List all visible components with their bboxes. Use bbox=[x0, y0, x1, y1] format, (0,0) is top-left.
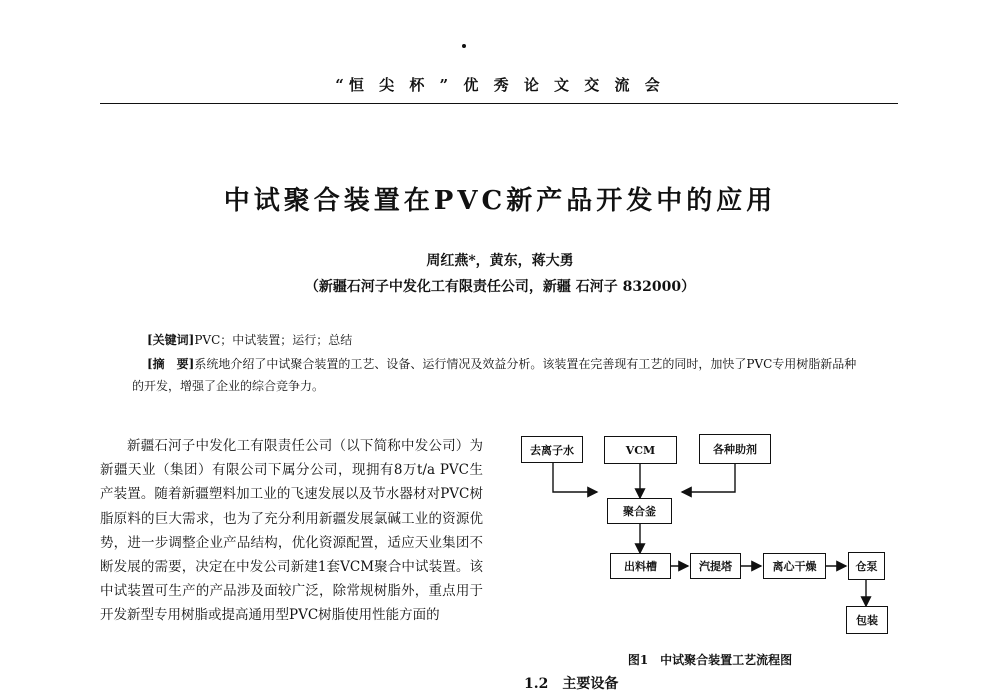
abstract-label: [摘 要] bbox=[147, 357, 195, 371]
section-heading: 1.2 主要设备 bbox=[524, 676, 619, 692]
running-header: “恒 尖 杯 ” 优 秀 论 文 交 流 会 bbox=[335, 76, 665, 94]
arrow-water-to-reactor bbox=[553, 462, 597, 492]
keywords-label: [关键词] bbox=[147, 333, 195, 347]
node-silo: 仓泵 bbox=[848, 552, 885, 580]
node-reactor: 聚合釜 bbox=[607, 498, 672, 524]
node-packaging: 包装 bbox=[846, 606, 888, 634]
abstract-text: 系统地介绍了中试聚合装置的工艺、设备、运行情况及效益分析。该装置在完善现有工艺的同时，加快了PVC专用树脂新品种的开发，增强了企业的综合竞争力。 bbox=[132, 357, 857, 393]
node-stripper: 汽提塔 bbox=[690, 553, 741, 579]
arrow-additives-to-reactor bbox=[682, 464, 735, 492]
figure-caption: 图1 中试聚合装置工艺流程图 bbox=[627, 653, 793, 667]
authors: 周红燕*，黄东，蒋大勇 bbox=[426, 253, 574, 269]
node-additives: 各种助剂 bbox=[699, 434, 771, 464]
node-centrifugal-dryer: 离心干燥 bbox=[763, 553, 826, 579]
body-paragraph: 新疆石河子中发化工有限责任公司（以下简称中发公司）为新疆天业（集团）有限公司下属分公司，现拥有8万t/a PVC生产装置。随着新疆塑料加工业的飞速发展以及节水器材对PVC树脂原料的巨大需求，也为了充分利用新疆发展氯碱工业的资源优势，进一步调整企业产品结构，优化资源配置，适应天业集团不断发展的需要，决定在中发公司新建1套VCM聚合中试装置。该中试装置可生产的产品涉及面较广泛，除常规树脂外，重点用于开发新型专用树脂或提高通用型PVC树脂使用性能方面的 bbox=[100, 438, 483, 624]
paper-title: 中试聚合装置在PVC新产品开发中的应用 bbox=[223, 186, 777, 216]
node-vcm: VCM bbox=[604, 436, 677, 464]
node-discharge-tank: 出料槽 bbox=[610, 553, 671, 579]
node-deionized-water: 去离子水 bbox=[521, 436, 583, 463]
keywords-text: PVC；中试装置；运行；总结 bbox=[194, 333, 353, 347]
affiliation: （新疆石河子中发化工有限责任公司，新疆 石河子 832000） bbox=[304, 279, 696, 295]
